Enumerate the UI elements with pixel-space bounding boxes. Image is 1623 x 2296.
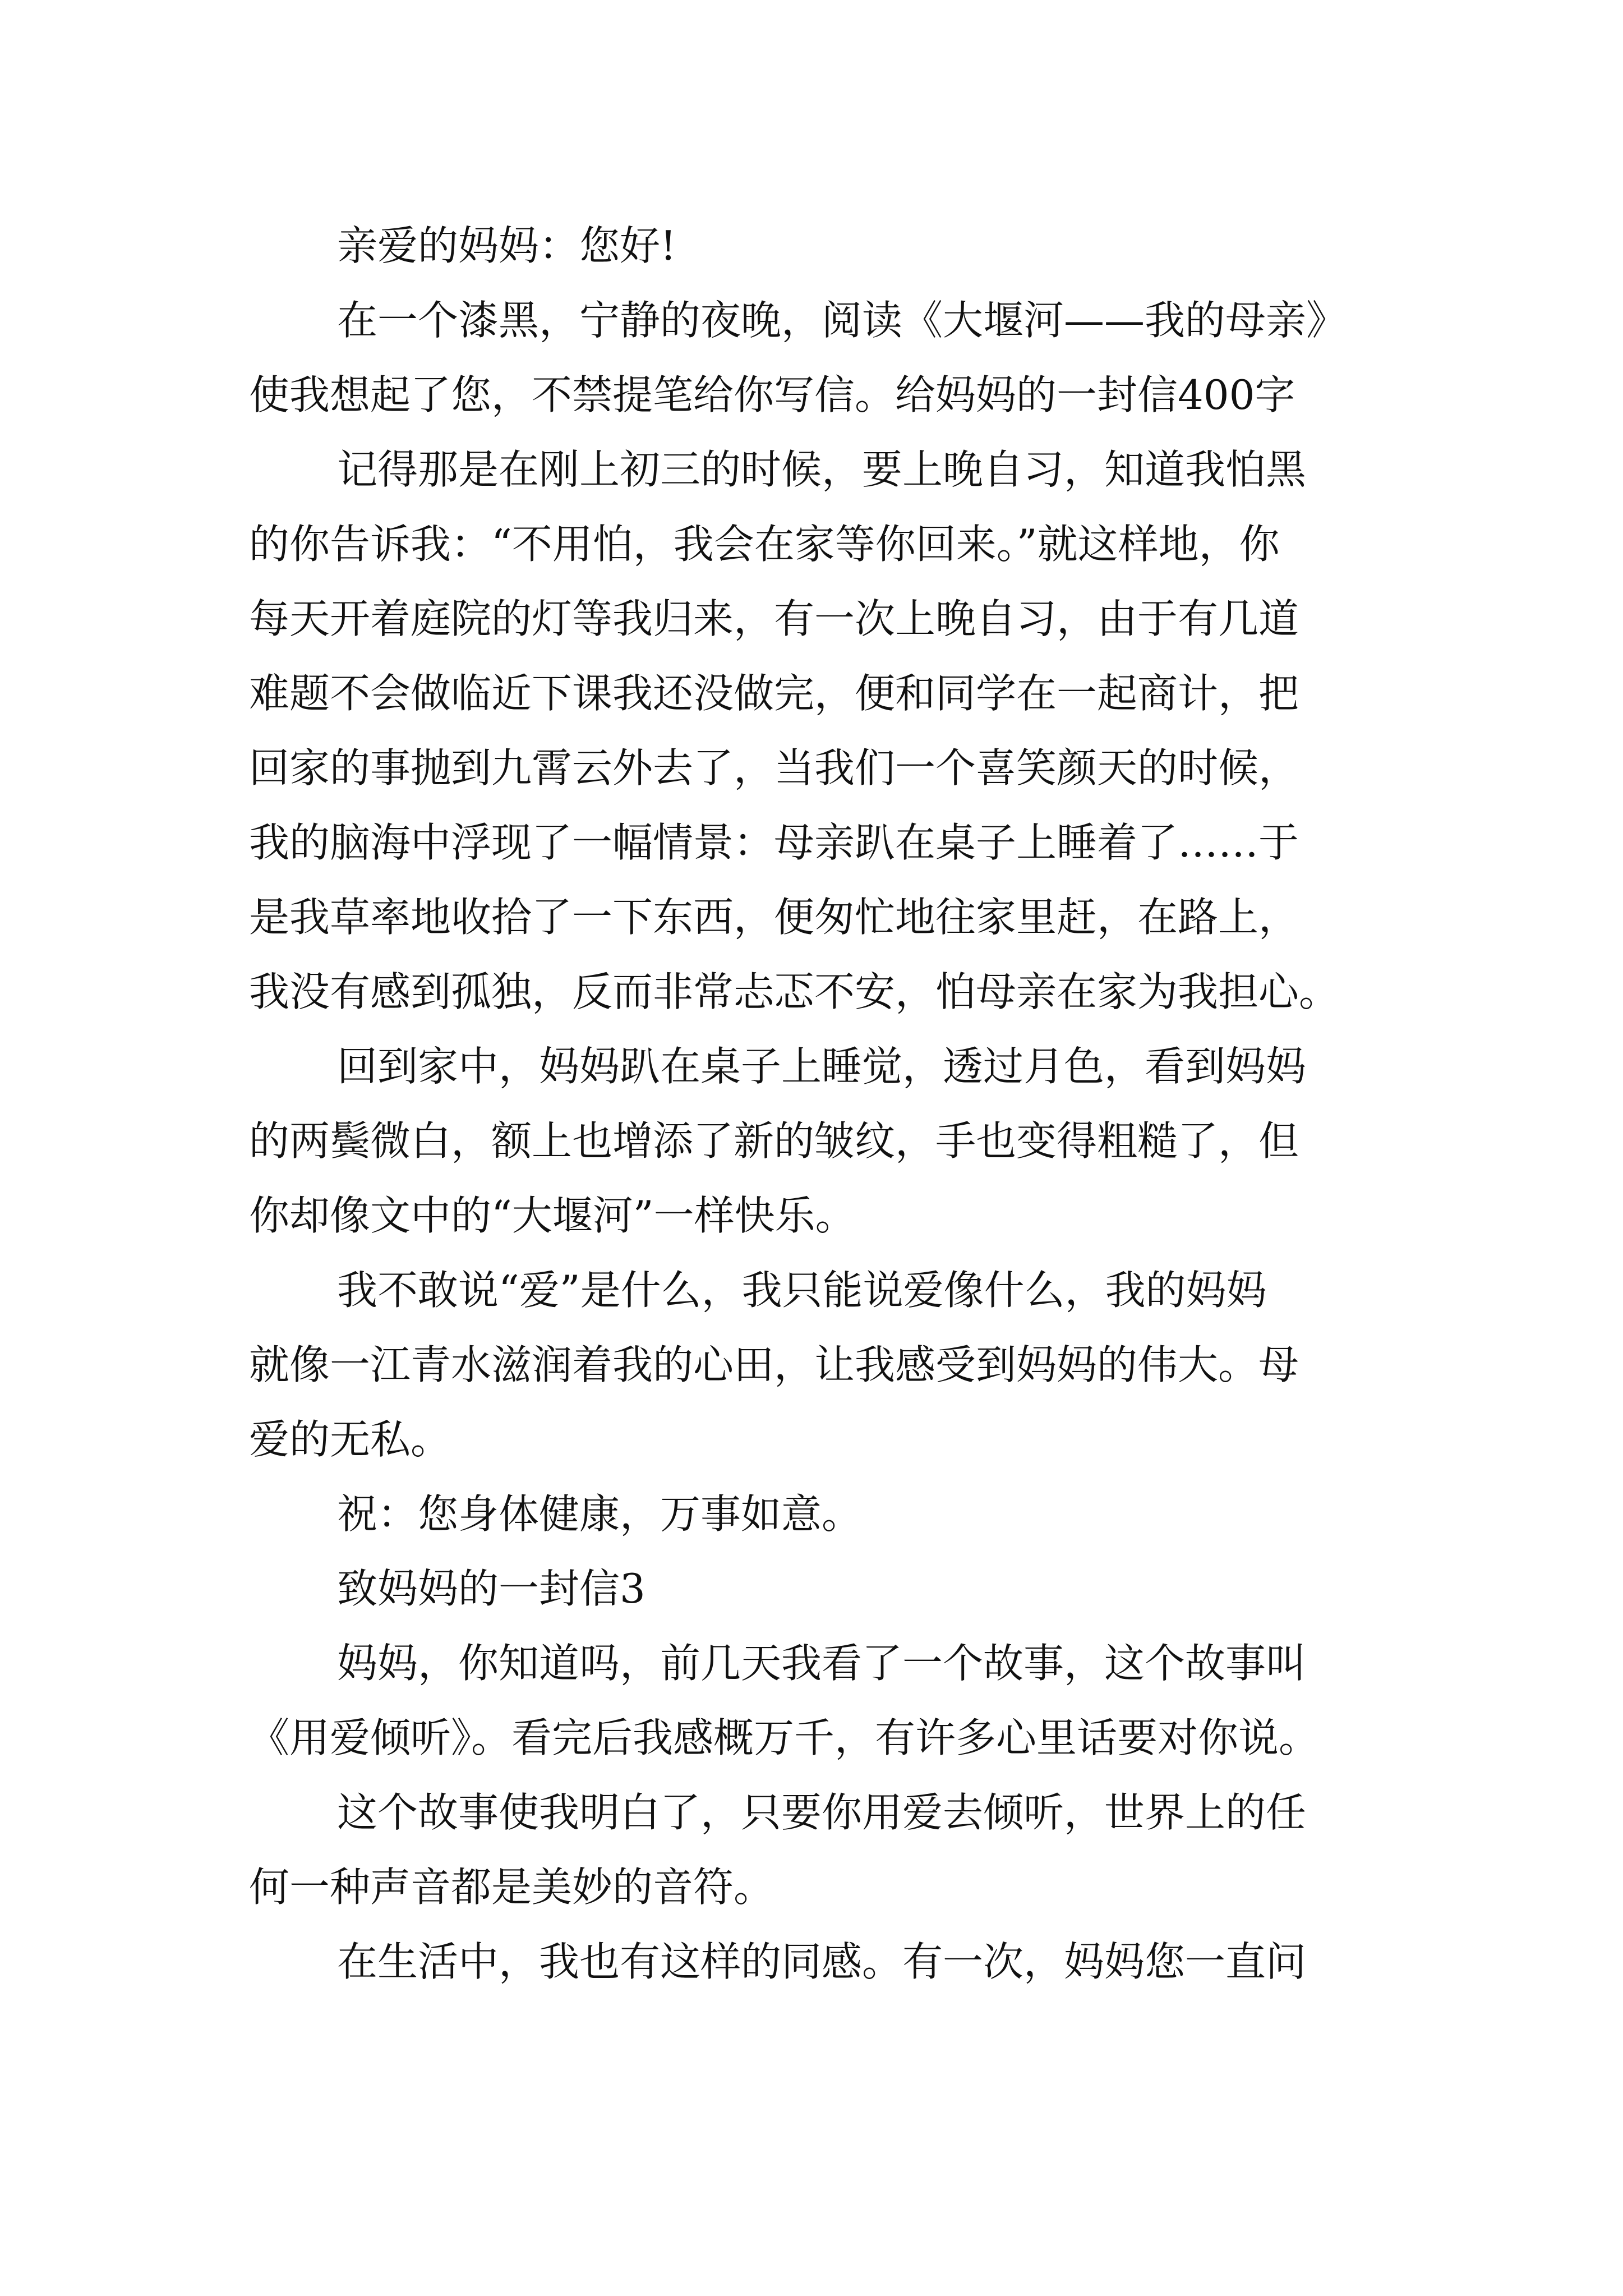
text-line: 祝：您身体健康，万事如意。 <box>337 1490 863 1538</box>
text-line: 难题不会做临近下课我还没做完，便和同学在一起商计，把 <box>249 670 1299 717</box>
text-line: 《用爱倾听》。看完后我感概万千，有许多心里话要对你说。 <box>249 1714 1320 1761</box>
letter-body <box>249 209 1387 1999</box>
text-line: 记得那是在刚上初三的时候，要上晚自习，知道我怕黑 <box>337 446 1307 493</box>
text-line: 使我想起了您，不禁提笔给你写信。给妈妈的一封信400字 <box>249 371 1295 418</box>
text-line: 回家的事抛到九霄云外去了，当我们一个喜笑颜天的时候， <box>249 744 1299 792</box>
text-line: 你却像文中的“大堰河”一样快乐。 <box>249 1192 856 1239</box>
text-line: 我没有感到孤独，反而非常忐忑不安，怕母亲在家为我担心。 <box>249 968 1340 1015</box>
text-line: 我的脑海中浮现了一幅情景：母亲趴在桌子上睡着了……于 <box>249 819 1299 866</box>
text-line: 回到家中，妈妈趴在桌子上睡觉，透过月色，看到妈妈 <box>337 1043 1307 1090</box>
text-line: 是我草率地收拾了一下东西，便匆忙地往家里赶，在路上， <box>249 894 1299 941</box>
text-line: 妈妈，你知道吗，前几天我看了一个故事，这个故事叫 <box>337 1640 1307 1687</box>
text-line: 这个故事使我明白了，只要你用爱去倾听，世界上的任 <box>337 1789 1307 1836</box>
text-line: 致妈妈的一封信3 <box>337 1565 645 1612</box>
text-line: 在一个漆黑，宁静的夜晚，阅读《大堰河——我的母亲》 <box>337 297 1347 344</box>
text-line: 何一种声音都是美妙的音符。 <box>249 1864 774 1911</box>
text-line: 每天开着庭院的灯等我归来，有一次上晚自习，由于有几道 <box>249 595 1299 642</box>
text-line: 的两鬓微白，额上也增添了新的皱纹，手也变得粗糙了，但 <box>249 1117 1299 1165</box>
text-line: 爱的无私。 <box>249 1416 451 1463</box>
text-line: 亲爱的妈妈：您好! <box>337 222 676 269</box>
text-line: 就像一江青水滋润着我的心田，让我感受到妈妈的伟大。母 <box>249 1341 1299 1388</box>
text-line: 我不敢说“爱”是什么，我只能说爱像什么，我的妈妈 <box>337 1267 1267 1314</box>
text-line: 的你告诉我：“不用怕，我会在家等你回来。”就这样地，你 <box>249 521 1280 568</box>
text-line: 在生活中，我也有这样的同感。有一次，妈妈您一直问 <box>337 1938 1307 1985</box>
